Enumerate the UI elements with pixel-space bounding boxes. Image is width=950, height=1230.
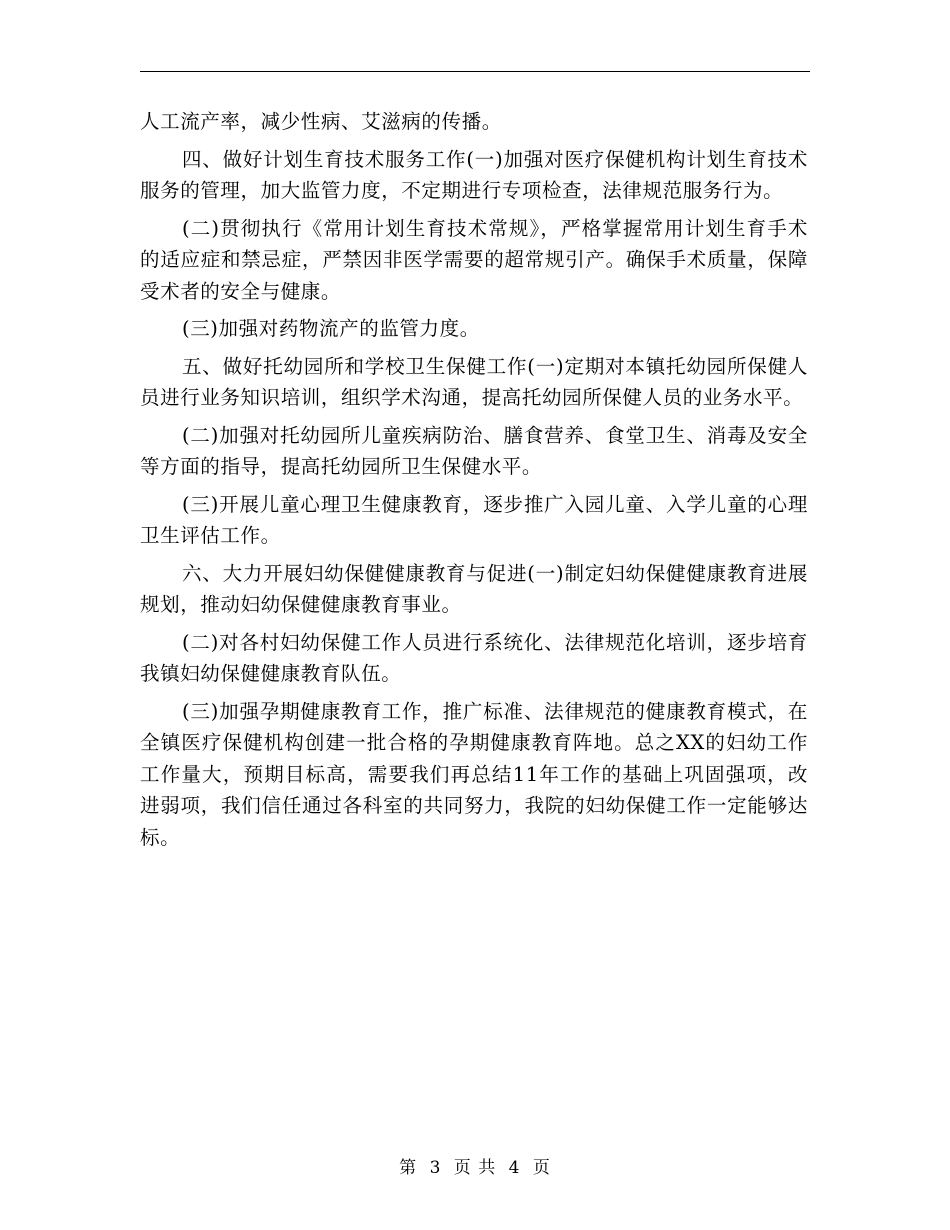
page-total: 4: [508, 1158, 521, 1178]
paragraph: (二)对各村妇幼保健工作人员进行系统化、法律规范化培训，逐步培育我镇妇幼保健健康教育队伍。: [140, 630, 808, 685]
footer-middle: 页 共: [453, 1158, 497, 1178]
paragraph: 四、做好计划生育技术服务工作(一)加强对医疗保健机构计划生育技术服务的管理，加大监管力度，不定期进行专项检查，法律规范服务行为。: [140, 147, 808, 202]
footer-prefix: 第: [399, 1158, 418, 1178]
paragraph: 人工流产率，减少性病、艾滋病的传播。: [140, 110, 502, 133]
header-rule: [140, 71, 810, 72]
paragraph: (二)贯彻执行《常用计划生育技术常规》，严格掌握常用计划生育手术的适应症和禁忌症，严禁因非医学需要的超常规引产。确保手术质量，保障受术者的安全与健康。: [140, 216, 808, 303]
paragraph: (二)加强对托幼园所儿童疾病防治、膳食营养、食堂卫生、消毒及安全等方面的指导，提高托幼园所卫生保健水平。: [140, 423, 808, 478]
page-footer: [0, 1153, 950, 1178]
paragraph: 六、大力开展妇幼保健健康教育与促进(一)制定妇幼保健健康教育进展规划，推动妇幼保健健康教育事业。: [140, 561, 808, 616]
document-body: [140, 106, 808, 859]
paragraph: 五、做好托幼园所和学校卫生保健工作(一)定期对本镇托幼园所保健人员进行业务知识培训，组织学术沟通，提高托幼园所保健人员的业务水平。: [140, 354, 808, 409]
page-number: 3: [429, 1158, 442, 1178]
footer-suffix: 页: [532, 1158, 551, 1178]
paragraph: (三)开展儿童心理卫生健康教育，逐步推广入园儿童、入学儿童的心理卫生评估工作。: [140, 492, 808, 547]
paragraph: (三)加强孕期健康教育工作，推广标准、法律规范的健康教育模式，在全镇医疗保健机构创建一批合格的孕期健康教育阵地。总之XX的妇幼工作工作量大，预期目标高，需要我们再总结11年工作的基础上巩固强项，改进弱项，我们信任通过各科室的共同努力，我院的妇幼保健工作一定能够达标。: [140, 699, 808, 849]
paragraph: (三)加强对药物流产的监管力度。: [182, 317, 480, 340]
